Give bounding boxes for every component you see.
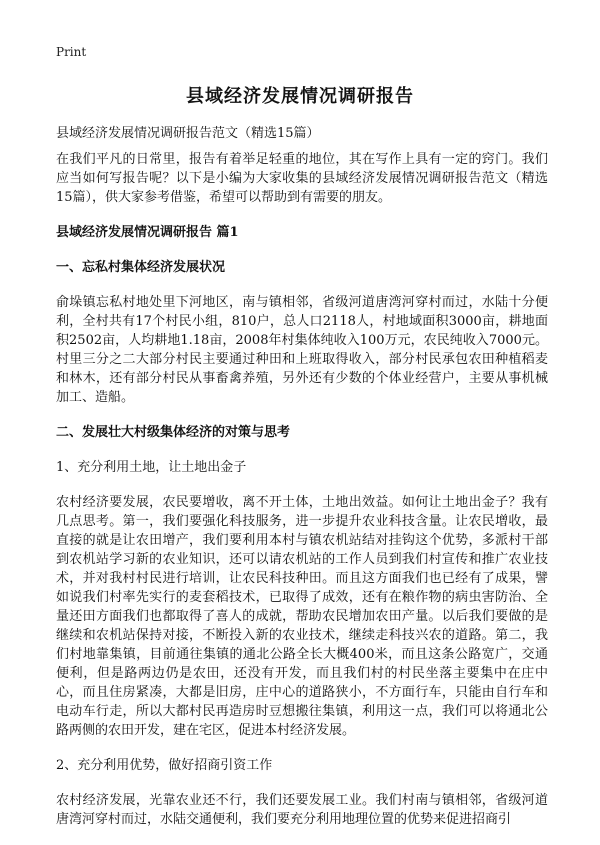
subsection-1-paragraph: 农村经济要发展，农民要增收，离不开土体，土地出效益。如何让土地出金子？我有几点思考。第一，我们要强化科技服务，进一步提升农业科技含量。让农民增收，最直接的就是让农田增产，我们要利用本村与镇农机站结对挂钩这个优势，多派村干部到农机站学习新的农业知识，还可以请农机站的工作人员到我们村宣传和推广农业技术，并对我村村民进行培训，让农民科技种田。而且这方面我们也已经有了成果，譬如说我们村率先实行的麦套稻技术，已取得了成效，还有在粮作物的病虫害防治、全量还田方面我们也都取得了喜人的成就，帮助农民增加农田产量。以后我们要做的是继续和农机站保持对接，不断投入新的农业技术，继续走科技兴农的道路。第二，我们村地靠集镇，目前通往集镇的通北公路全长大概400米，而且这条公路宽广，交通便利，但是路两边仍是农田，还没有开发，而且我们村的村民坐落主要集中在庄中心，而且住房紧凑，大都是旧房，庄中心的道路狭小，不方面行车，只能由自行车和电动车行走，所以大都村民再造房时豆想搬往集镇，利用这一点，我们可以将通北公路两侧的农田开发，建在宅区，促进本村经济发展。	[56, 495, 548, 738]
section-1-paragraph: 俞垛镇忘私村地处里下河地区，南与镇相邻，省级河道唐湾河穿村而过，水陆十分便利，全村共有17个村民小组，810户，总人口2118人，村地域面积3000亩，耕地面积2502亩，人均耕地1.18亩，2008年村集体纯收入100万元，农民纯收入7000元。村里三分之二大部分村民主要通过种田和上班取得收入，部分村民承包农田种植稻麦和林木，还有部分村民从事畜禽养殖，另外还有少数的个体业经营户，主要从事机械加工、造船。	[56, 295, 548, 405]
subsection-heading-2: 2、充分利用优势，做好招商引资工作	[56, 758, 273, 773]
subsection-2-paragraph: 农村经济发展，光靠农业还不行，我们还要发展工业。我们村南与镇相邻，省级河道唐湾河穿村而过，水陆交通便利，我们要充分利用地理位置的优势来促进招商引	[56, 793, 548, 827]
document-body	[56, 150, 548, 845]
intro-paragraph: 在我们平凡的日常里，报告有着举足轻重的地位，其在写作上具有一定的窍门。我们应当如何写报告呢？以下是小编为大家收集的县域经济发展情况调研报告范文（精选15篇），供大家参考借鉴，希望可以帮助到有需要的朋友。	[56, 152, 548, 205]
section-heading-1: 一、忘私村集体经济发展状况	[56, 260, 226, 275]
document-title: 县域经济发展情况调研报告	[186, 86, 414, 107]
article-heading: 县域经济发展情况调研报告 篇1	[56, 225, 239, 240]
section-heading-2: 二、发展壮大村级集体经济的对策与思考	[56, 425, 291, 440]
document-subtitle: 县域经济发展情况调研报告范文（精选15篇）	[56, 126, 320, 141]
subsection-heading-1: 1、充分利用土地，让土地出金子	[56, 460, 247, 475]
print-link[interactable]: Print	[56, 45, 87, 59]
